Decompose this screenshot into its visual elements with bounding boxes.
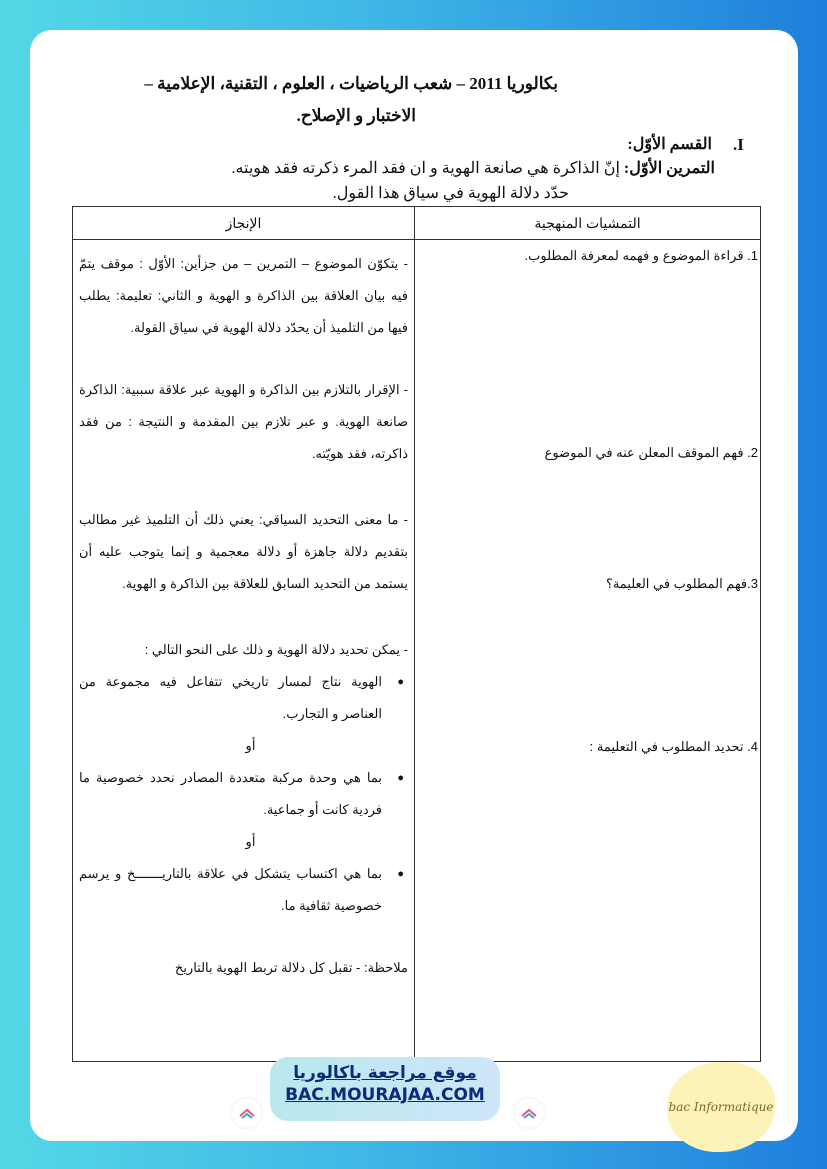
bullet-icon: ● [397,772,404,784]
site-name-arabic[interactable]: موقع مراجعة باكالوريا [293,1063,477,1083]
answer-4-intro: - يمكن تحديد دلالة الهوية و ذلك على النحو التالي : [144,642,408,657]
section-number: I. [733,135,744,154]
step-2: 2. فهم الموقف المعلن عنه في الموضوع [544,445,758,460]
step-3: 3.فهم المطلوب في العليمة؟ [605,576,758,591]
site-logo-icon [514,1098,544,1128]
or-separator: أو [245,834,256,849]
site-logo-icon [232,1098,262,1128]
answer-3: - ما معنى التحديد السياقي: يعني ذلك أن التلميذ غير مطالب بتقديم دلالة جاهزة أو دلالة معجمية و إنما يتوجب عليه أن يستمد من التحديد السابق للعلاقة بين الذاكرة و الهوية. [79,512,408,591]
document-content [30,30,798,1141]
bullet-icon: ● [397,676,404,688]
exercise-text: إنّ الذاكرة هي صانعة الهوية و ان فقد المرء ذكرته فقد هويته. [231,160,620,177]
exam-title: بكالوريا 2011 – شعب الرياضيات ، العلوم ، التقنية، الإعلامية – [144,74,558,93]
answer-bullets [79,666,408,922]
answer-header: الإنجاز [73,207,415,240]
answer-column [73,240,415,1062]
list-item: ● بما هي اكتساب يتشكل في علاقة بالتاريـــــــخ و يرسم خصوصية ثقافية ما. [79,858,382,922]
document-page [30,30,798,1141]
exercise-statement [155,158,715,178]
list-item: ● الهوية نتاج لمسار تاريخي تتفاعل فيه مجموعة من العناصر و التجارب. [79,666,382,730]
section-title: القسم الأوّل: [627,136,712,153]
answer-1: - يتكوّن الموضوع – التمرين – من جزأين: الأوّل : موقف يتمّ فيه بيان العلاقة بين الذاكرة و الهوية و الثاني: تعليمة: يطلب فيها من التلميذ أن يحدّد دلالة الهوية في سياق القولة. [79,256,408,335]
exercise-label: التمرين الأوّل: [623,160,715,177]
answer-note: ملاحظة: - تقبل كل دلالة تربط الهوية بالتاريخ [174,960,408,975]
exercise-instruction: حدّد دلالة الهوية في سياق هذا القول. [332,185,569,202]
step-1: 1. قراءة الموضوع و فهمه لمعرفة المطلوب. [524,248,758,263]
table-header-row [73,207,761,240]
site-url[interactable]: BAC.MOURAJAA.COM [285,1085,485,1105]
exam-subtitle: الاختبار و الإصلاح. [296,106,416,125]
answer-2: - الإقرار بالتلازم بين الذاكرة و الهوية عبر علاقة سببية: الذاكرة صانعة الهوية. و عبر تلازم بين المقدمة و النتيجة : من فقد ذاكرته، فقد هويّته. [79,382,408,461]
table-body-row [73,240,761,1062]
bullet-icon: ● [397,868,404,880]
list-item: ● بما هي وحدة مركبة متعددة المصادر نحدد خصوصية ما فردية كانت أو جماعية. [79,762,382,826]
answer-table [72,206,761,1062]
step-4: 4. تحديد المطلوب في التعليمة : [589,739,758,754]
methodology-column [415,240,761,1062]
site-link-button[interactable] [270,1057,500,1121]
methodology-header: التمشيات المنهجية [415,207,761,240]
or-separator: أو [245,738,256,753]
bac-informatique-badge: bac Informatique [667,1062,775,1152]
